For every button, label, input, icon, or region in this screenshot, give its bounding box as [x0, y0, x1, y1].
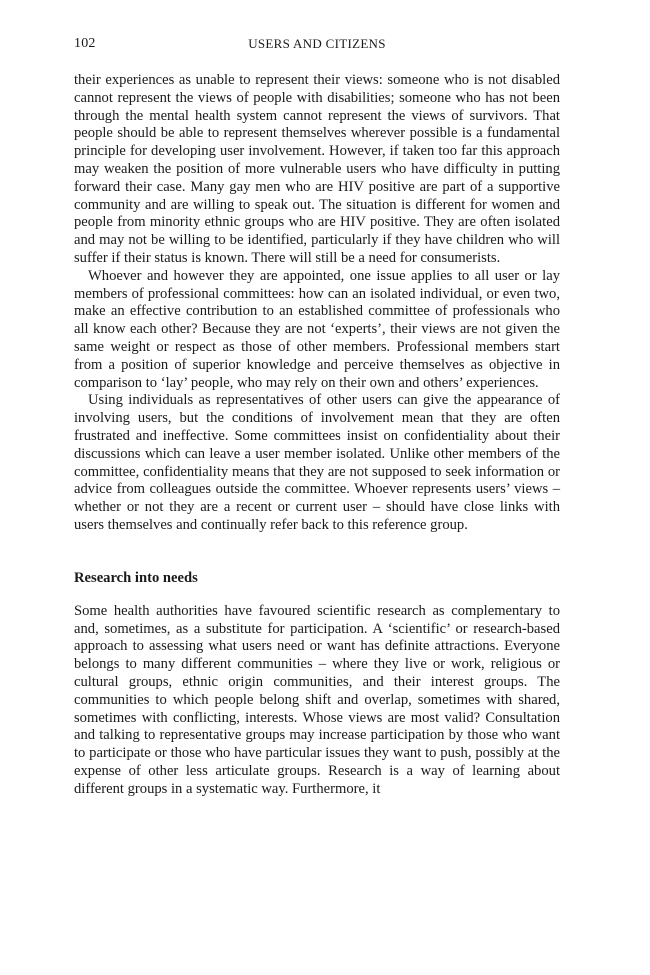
- paragraph: Whoever and however they are appointed, one issue applies to all user or lay members of professional committees: how can an isolated individual, or even two, make an effective contribution to an established committee of professionals who all know each other? Because they are not ‘experts’, their views are not given the same weight or respect as those of other members. Professional members start from a position of superior knowledge and perceive themselves as objective in comparison to ‘lay’ people, who may rely on their own and others’ experiences.: [74, 267, 560, 391]
- section-heading: Research into needs: [74, 569, 198, 586]
- running-title: USERS AND CITIZENS: [248, 36, 386, 51]
- book-page: [74, 36, 560, 798]
- page-number: 102: [74, 36, 96, 51]
- body-text: [74, 72, 560, 535]
- running-head: [74, 36, 560, 58]
- section-body: [74, 603, 560, 799]
- paragraph: Using individuals as representatives of other users can give the appearance of involving users, but the conditions of involvement mean that they are often frustrated and ineffective. Some committees insist on confidentiality about their discussions which can leave a user member isolated. Unlike other members of the committee, confidentiality means that they are not supposed to seek information or advice from colleagues outside the committee. Whoever represents users’ views – whether or not they are a recent or current user – should have close links with users themselves and continually refer back to this reference group.: [74, 392, 560, 533]
- paragraph: Some health authorities have favoured scientific research as complementary to and, sometimes, as a substitute for participation. A ‘scientific’ or research-based approach to assessing what users need or want has definite attractions. Everyone belongs to many different communities – where they live or work, religious or cultural groups, ethnic origin communities, and their interest groups. The communities to which people belong shift and overlap, sometimes with shared, sometimes with conflicting, interests. Whose views are most valid? Consultation and talking to representative groups may increase participation by those who want to participate or those who have particular issues they want to push, possibly at the expense of other less articulate groups. Research is a way of learning about different groups in a systematic way. Furthermore, it: [74, 602, 560, 797]
- paragraph-continued: their experiences as unable to represent their views: someone who is not disabled cannot represent the views of people with disabilities; someone who has not been through the mental health system cannot represent the views of survivors. That people should be able to represent themselves wherever possible is a fundamental principle for developing user involvement. However, if taken too far this approach may weaken the position of more vulnerable users who have difficulty in putting forward their case. Many gay men who are HIV positive are part of a supportive community and are willing to speak out. The situation is different for women and people from minority ethnic groups who are HIV positive. They are often isolated and may not be willing to be identified, particularly if they have children who will suffer if their status is known. There will still be a need for consumerists.: [74, 72, 560, 266]
